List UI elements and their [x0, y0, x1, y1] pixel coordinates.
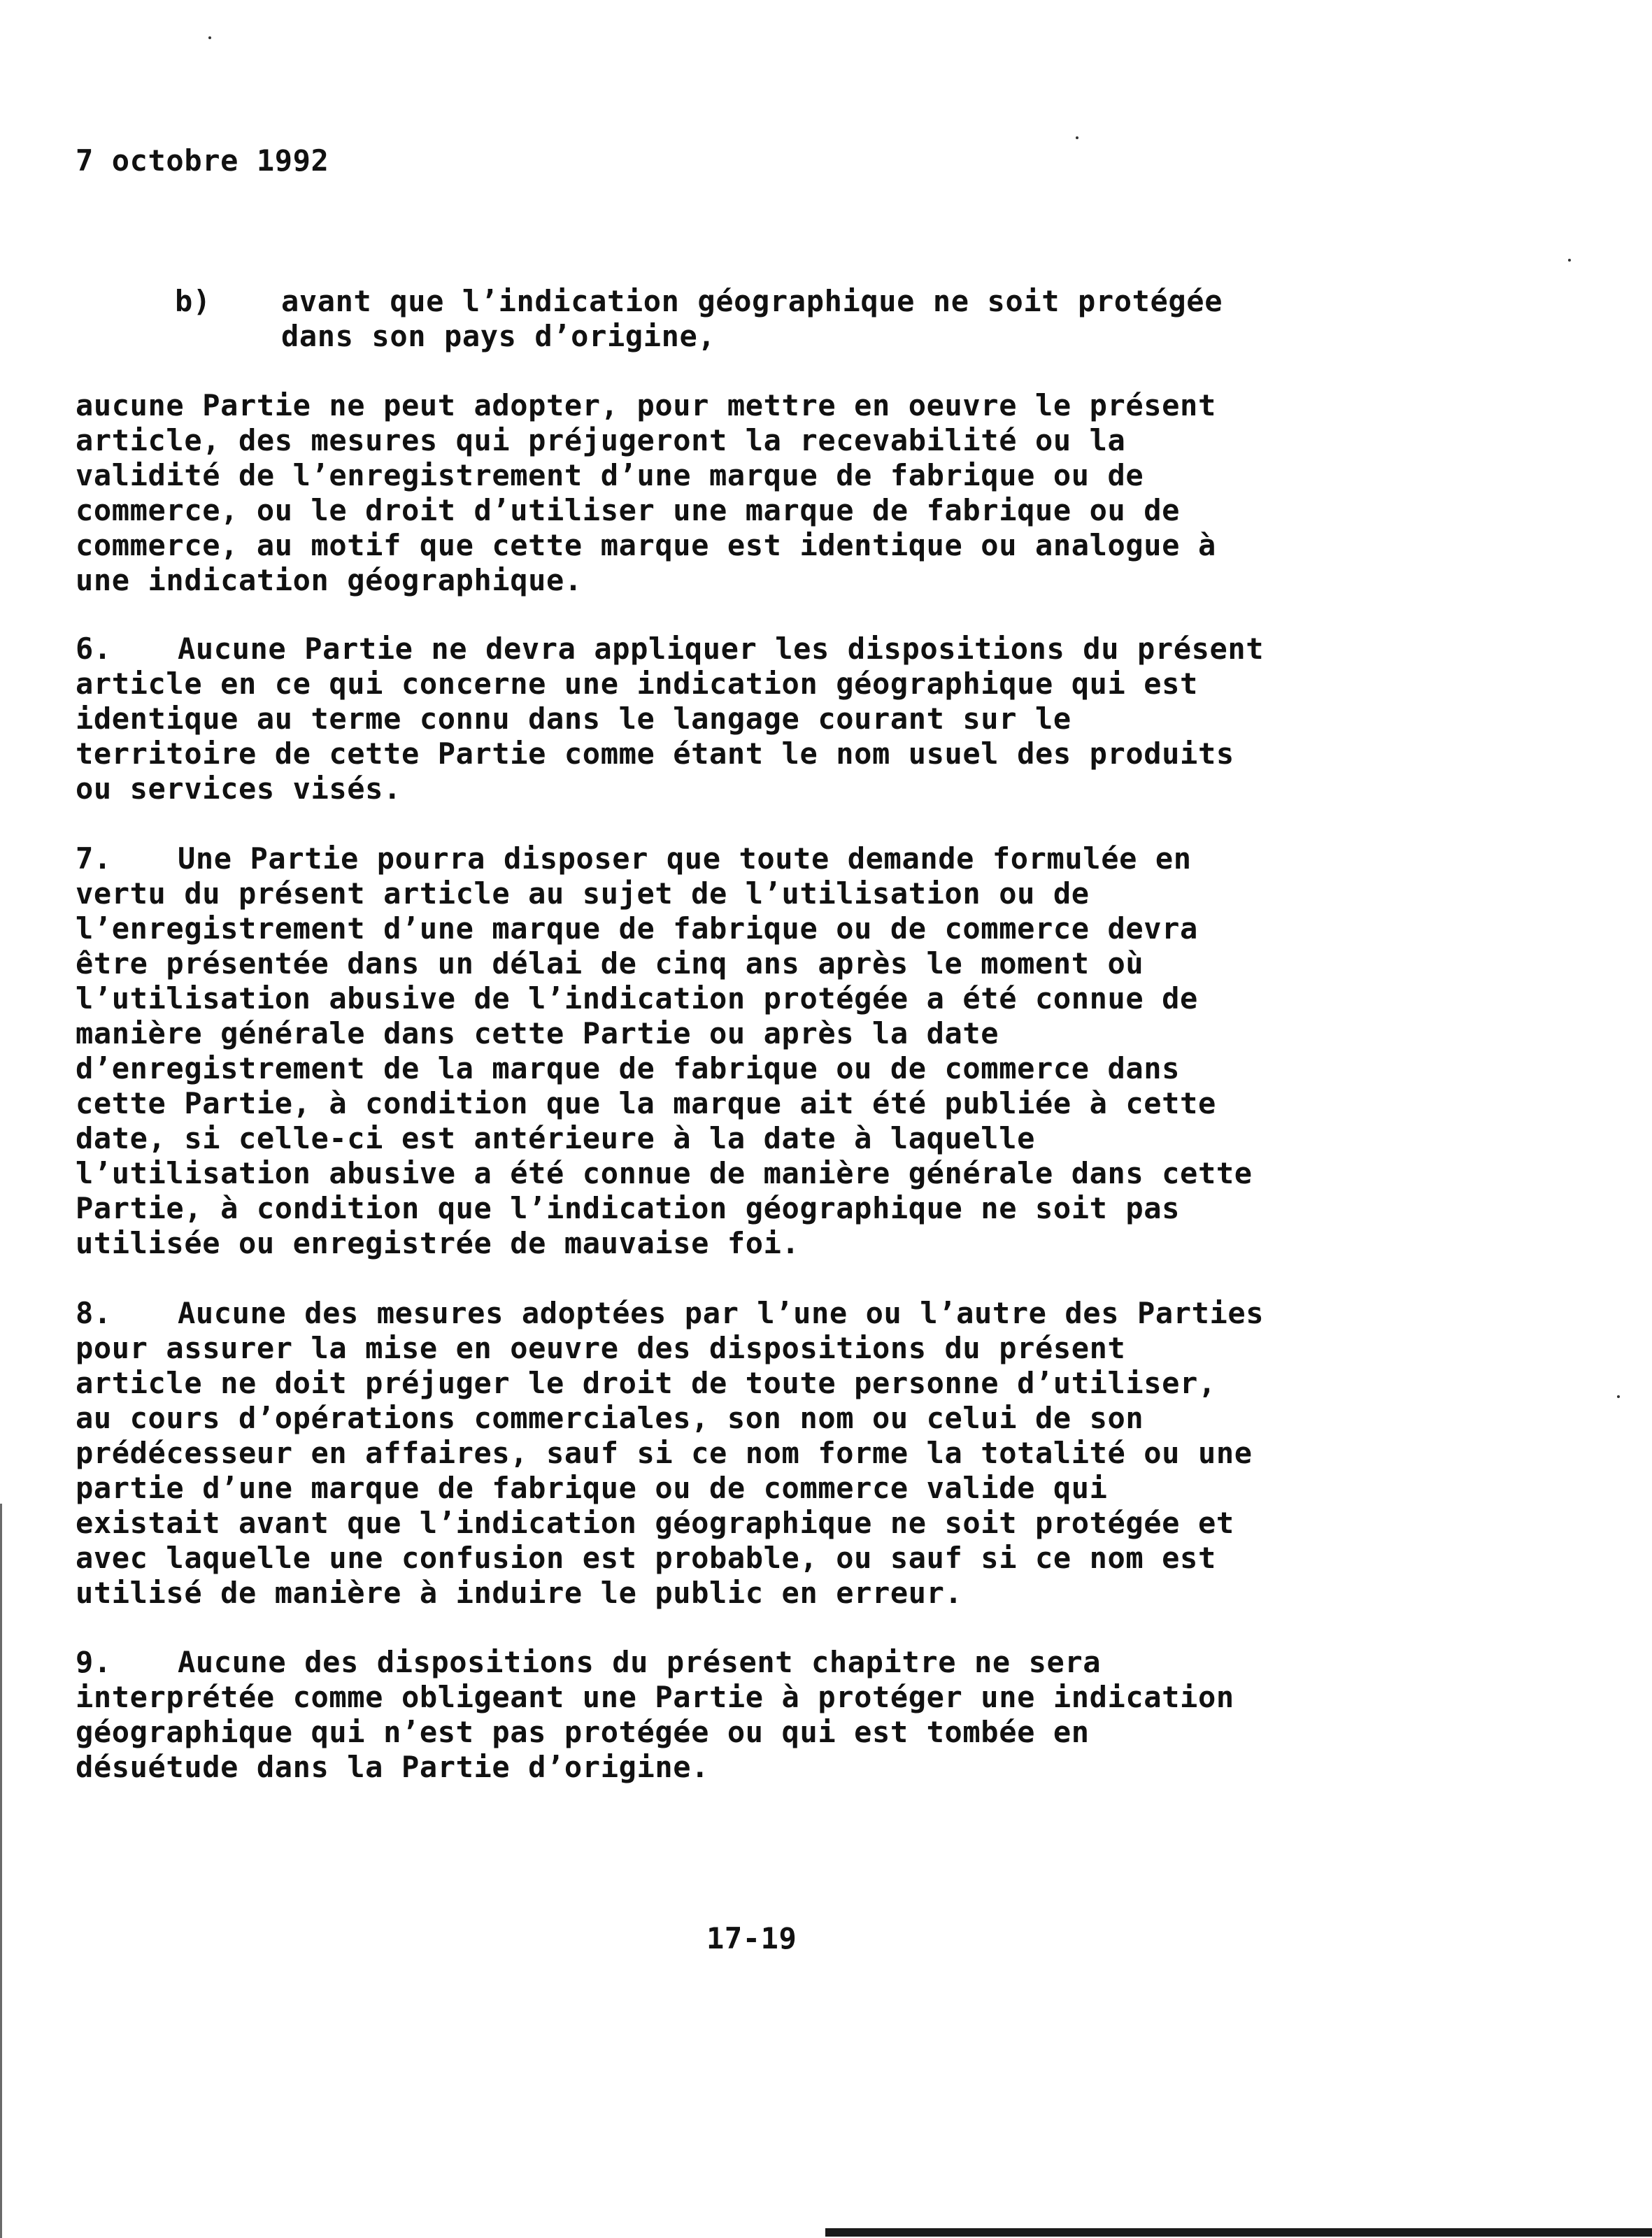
- paragraph-line: article en ce qui concerne une indication géographique qui est: [76, 667, 1198, 701]
- paragraph-line: partie d’une marque de fabrique ou de commerce valide qui: [76, 1471, 1108, 1505]
- paragraph-first-line: [76, 1296, 1264, 1331]
- paragraph-line: date, si celle-ci est antérieure à la date à laquelle: [76, 1121, 1035, 1155]
- paragraph-line: territoire de cette Partie comme étant le nom usuel des produits: [76, 736, 1234, 771]
- paragraph-6: [76, 632, 1264, 806]
- paragraph-line: prédécesseur en affaires, sauf si ce nom forme la totalité ou une: [76, 1436, 1253, 1470]
- paragraph-line-text: Aucune des mesures adoptées par l’une ou l’autre des Parties: [178, 1296, 1265, 1330]
- paragraph-number: 8.: [76, 1296, 112, 1330]
- item-b-label: b): [175, 284, 211, 318]
- item-b-text: [281, 284, 1223, 354]
- paragraph-line: désuétude dans la Partie d’origine.: [76, 1750, 710, 1784]
- paragraph-line: interprétée comme obligeant une Partie à protéger une indication: [76, 1680, 1234, 1714]
- paragraph-line: ou services visés.: [76, 771, 401, 806]
- scan-speck: [208, 36, 211, 39]
- paragraph-9: [76, 1645, 1234, 1785]
- scan-speck: [1617, 1395, 1620, 1398]
- paragraph-line: pour assurer la mise en oeuvre des dispositions du présent: [76, 1331, 1126, 1365]
- paragraph-line: identique au terme connu dans le langage courant sur le: [76, 701, 1071, 736]
- paragraph-line: manière générale dans cette Partie ou après la date: [76, 1016, 999, 1050]
- paragraph-line: Partie, à condition que l’indication géographique ne soit pas: [76, 1191, 1181, 1225]
- paragraph-first-line: [76, 841, 1253, 876]
- paragraph-line: l’utilisation abusive a été connue de manière générale dans cette: [76, 1156, 1253, 1190]
- paragraph-line: cette Partie, à condition que la marque ait été publiée à cette: [76, 1086, 1216, 1120]
- paragraph-line: commerce, ou le droit d’utiliser une marque de fabrique ou de: [76, 493, 1181, 527]
- scan-speck: [1568, 259, 1571, 262]
- paragraph-8: [76, 1296, 1264, 1611]
- scan-left-edge: [0, 1504, 2, 2238]
- paragraph-line: validité de l’enregistrement d’une marque de fabrique ou de: [76, 458, 1144, 492]
- scan-speck: [1076, 136, 1078, 139]
- paragraph-line-text: Aucune Partie ne devra appliquer les dispositions du présent: [178, 632, 1265, 666]
- page-number: 17-19: [706, 1921, 797, 1955]
- paragraph-first-line: [76, 1645, 1234, 1680]
- paragraph-line-text: Une Partie pourra disposer que toute demande formulée en: [178, 841, 1192, 876]
- paragraph-line: d’enregistrement de la marque de fabrique ou de commerce dans: [76, 1051, 1181, 1085]
- paragraph-line: l’utilisation abusive de l’indication protégée a été connue de: [76, 981, 1198, 1015]
- paragraph-line: existait avant que l’indication géographique ne soit protégée et: [76, 1506, 1234, 1540]
- paragraph-first-line: [76, 632, 1264, 667]
- paragraph-line: au cours d’opérations commerciales, son nom ou celui de son: [76, 1401, 1144, 1435]
- item-b-line: avant que l’indication géographique ne soit protégée: [281, 284, 1223, 318]
- paragraph-line: géographique qui n’est pas protégée ou qui est tombée en: [76, 1715, 1090, 1749]
- paragraph-line: aucune Partie ne peut adopter, pour mettre en oeuvre le présent: [76, 388, 1216, 422]
- paragraph-line: une indication géographique.: [76, 563, 583, 597]
- scan-bottom-edge: [825, 2228, 1652, 2237]
- paragraph-7: [76, 841, 1253, 1261]
- paragraph-number: 7.: [76, 841, 112, 876]
- paragraph-line: avec laquelle une confusion est probable, ou sauf si ce nom est: [76, 1541, 1216, 1575]
- paragraph-line: vertu du présent article au sujet de l’utilisation ou de: [76, 876, 1090, 911]
- paragraph-number: 6.: [76, 632, 112, 666]
- paragraph-line: commerce, au motif que cette marque est identique ou analogue à: [76, 528, 1216, 562]
- item-b-line: dans son pays d’origine,: [281, 319, 716, 353]
- paragraph-line: utilisé de manière à induire le public en erreur.: [76, 1576, 963, 1610]
- paragraph-line: être présentée dans un délai de cinq ans après le moment où: [76, 946, 1144, 981]
- paragraph-line-text: Aucune des dispositions du présent chapitre ne sera: [178, 1645, 1102, 1679]
- paragraph-number: 9.: [76, 1645, 112, 1679]
- paragraph-line: l’enregistrement d’une marque de fabrique ou de commerce devra: [76, 911, 1198, 946]
- document-date: 7 octobre 1992: [76, 143, 329, 178]
- paragraph-line: article, des mesures qui préjugeront la recevabilité ou la: [76, 423, 1126, 457]
- paragraph-line: utilisée ou enregistrée de mauvaise foi.: [76, 1226, 800, 1260]
- paragraph-line: article ne doit préjuger le droit de toute personne d’utiliser,: [76, 1366, 1216, 1400]
- paragraph-5-continuation: [76, 388, 1216, 598]
